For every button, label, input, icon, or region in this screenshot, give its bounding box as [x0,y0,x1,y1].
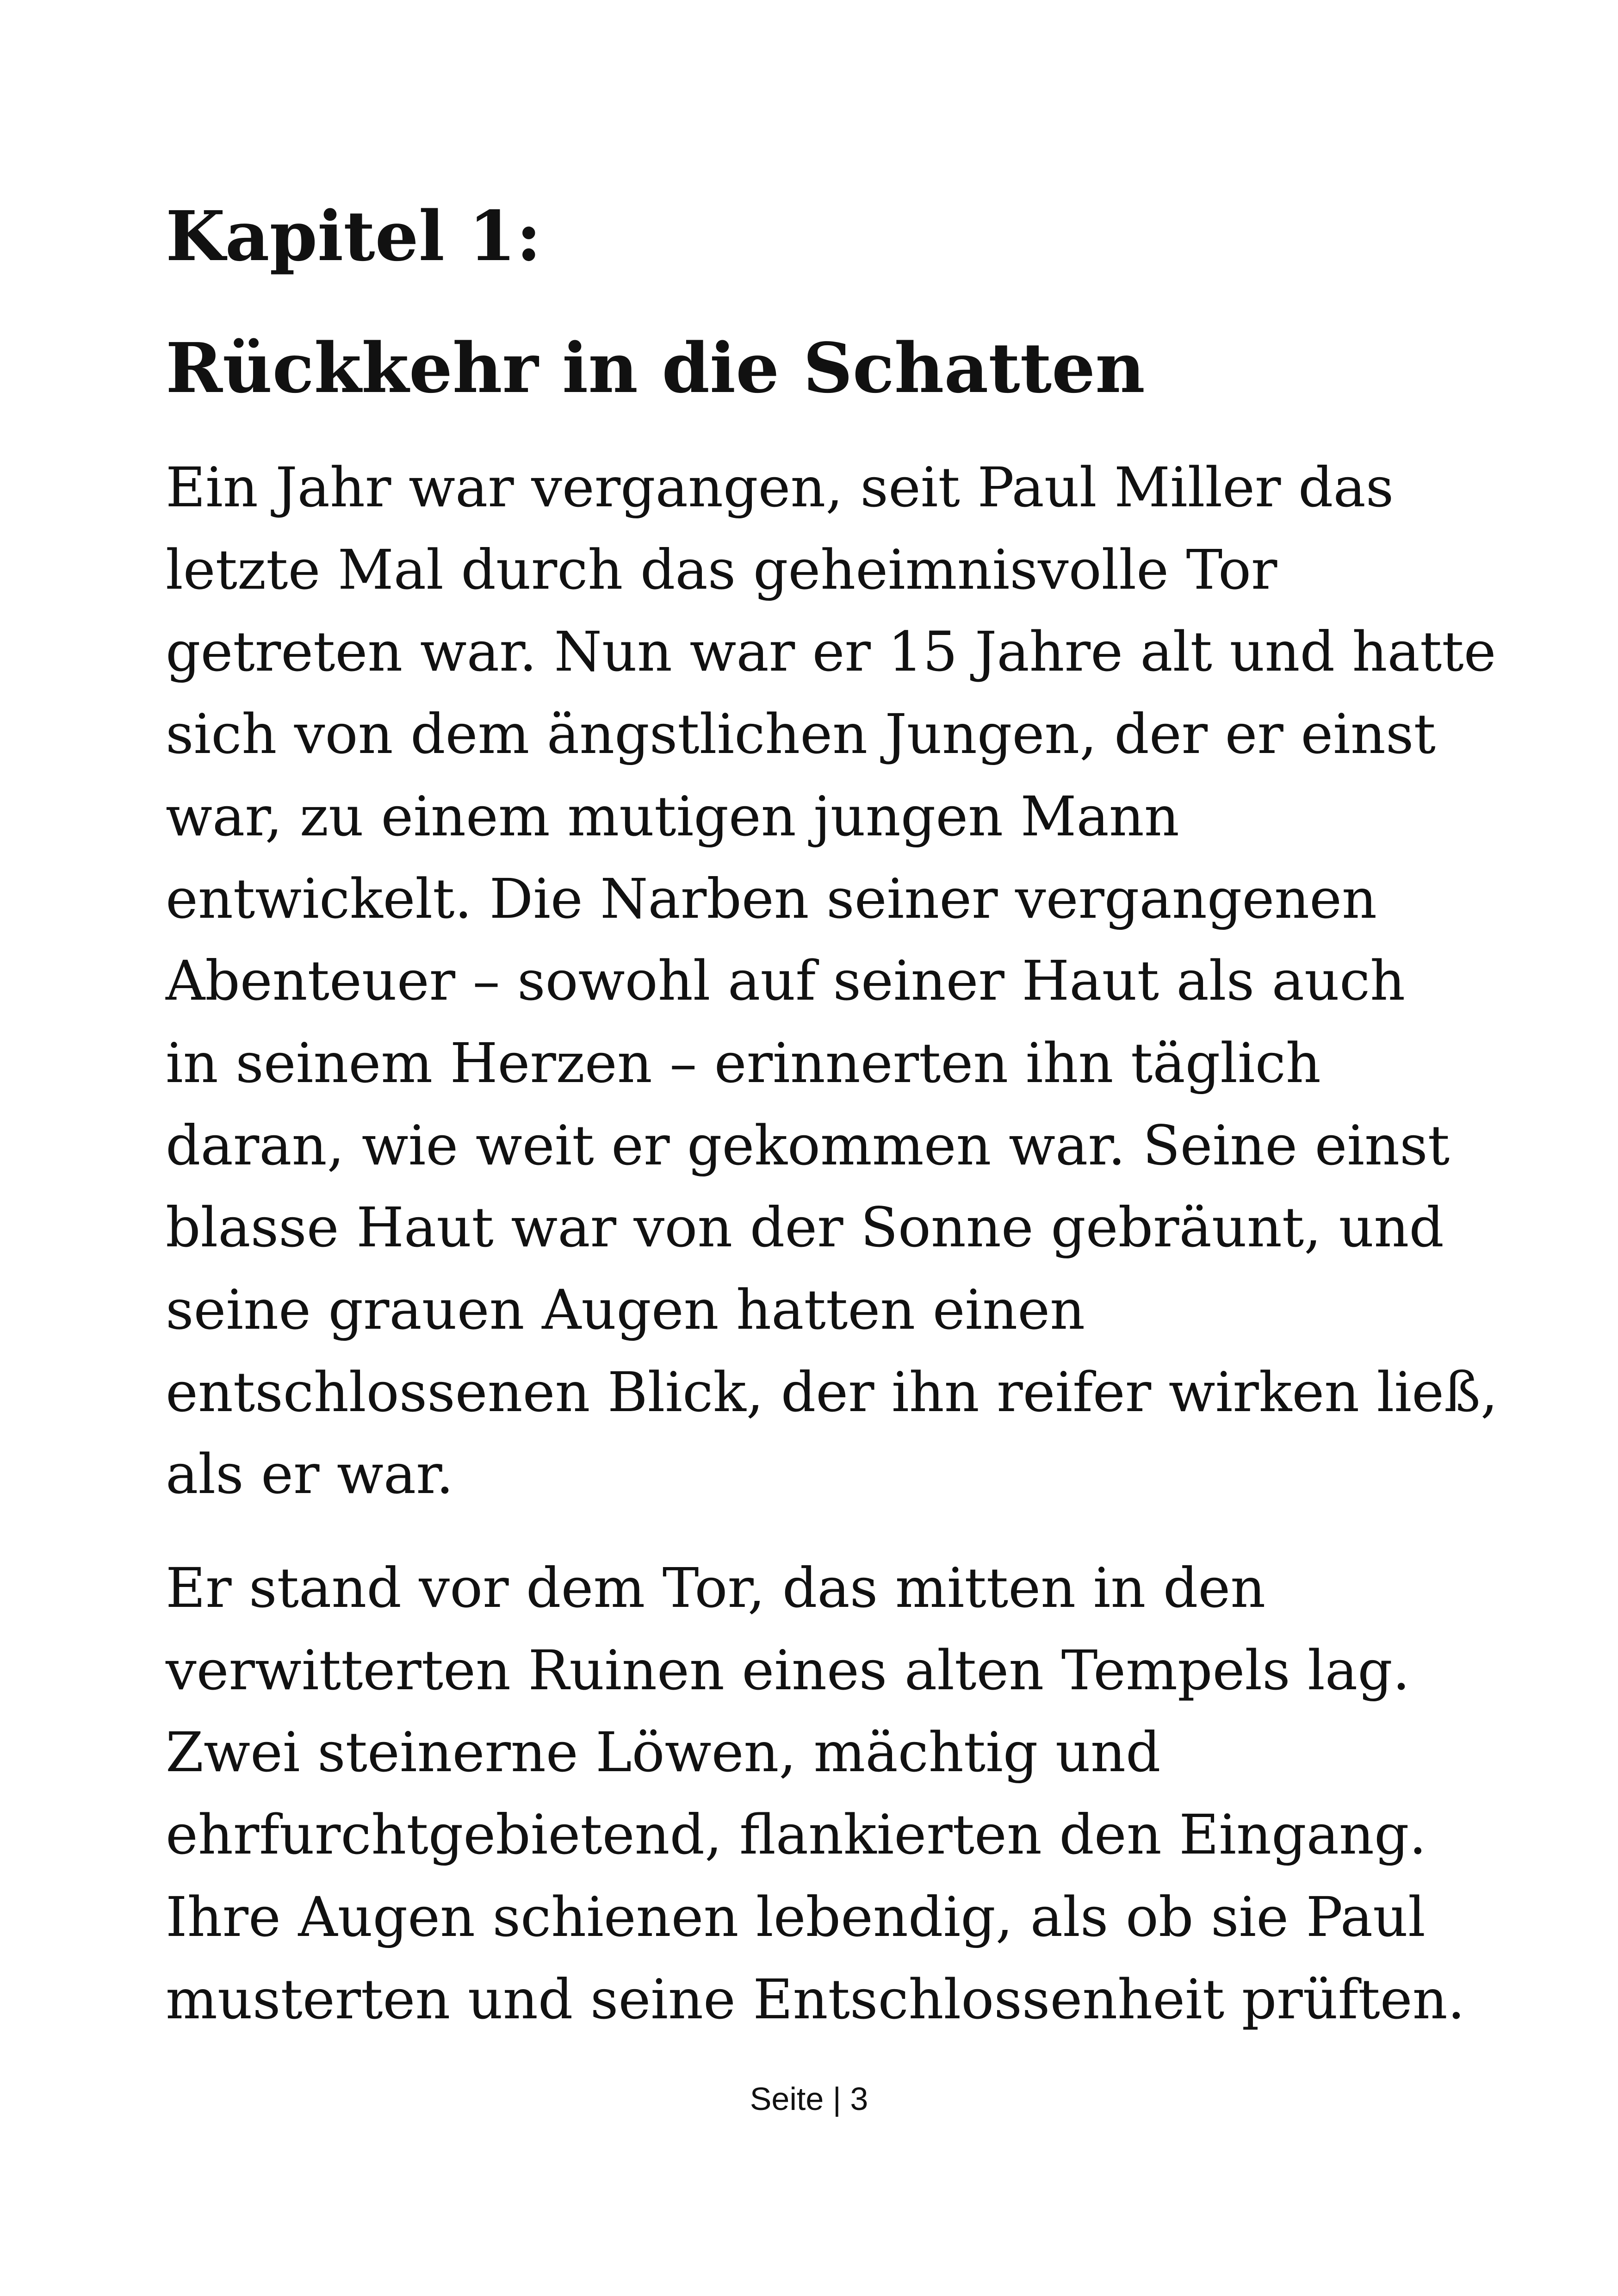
text-line: Ein Jahr war vergangen, seit Paul Miller das [166,455,1394,519]
page-number-footer: Seite | 3 [750,2081,868,2117]
text-line: entschlossenen Blick, der ihn reifer wirken ließ, [166,1360,1498,1424]
text-line: letzte Mal durch das geheimnisvolle Tor [166,537,1277,602]
text-line: seine grauen Augen hatten einen [166,1278,1085,1342]
text-line: entwickelt. Die Narben seiner vergangenen [166,866,1377,931]
text-line: war, zu einem mutigen jungen Mann [166,784,1179,848]
text-line: verwitterten Ruinen eines alten Tempels lag. [166,1638,1410,1702]
text-line: Zwei steinerne Löwen, mächtig und [166,1720,1161,1785]
chapter-label: Kapitel 1: [166,196,542,276]
paragraph-2 [166,1547,1465,2041]
text-line: musterten und seine Entschlossenheit prüften. [166,1967,1465,2031]
text-line: ehrfurchtgebietend, flankierten den Eingang. [166,1803,1427,1867]
text-line: sich von dem ängstlichen Jungen, der er einst [166,702,1436,766]
text-line: blasse Haut war von der Sonne gebräunt, und [166,1195,1444,1260]
text-line: in seinem Herzen – erinnerten ihn täglich [166,1031,1321,1095]
text-line: Er stand vor dem Tor, das mitten in den [166,1556,1266,1620]
chapter-title: Rückkehr in die Schatten [166,328,1145,408]
text-line: Abenteuer – sowohl auf seiner Haut als auch [166,949,1406,1013]
text-line: Ihre Augen schienen lebendig, als ob sie Paul [166,1885,1426,1949]
text-line: getreten war. Nun war er 15 Jahre alt und hatte [166,620,1496,684]
paragraph-1 [166,447,1498,1516]
text-line: daran, wie weit er gekommen war. Seine einst [166,1113,1450,1177]
text-line: als er war. [166,1442,454,1506]
